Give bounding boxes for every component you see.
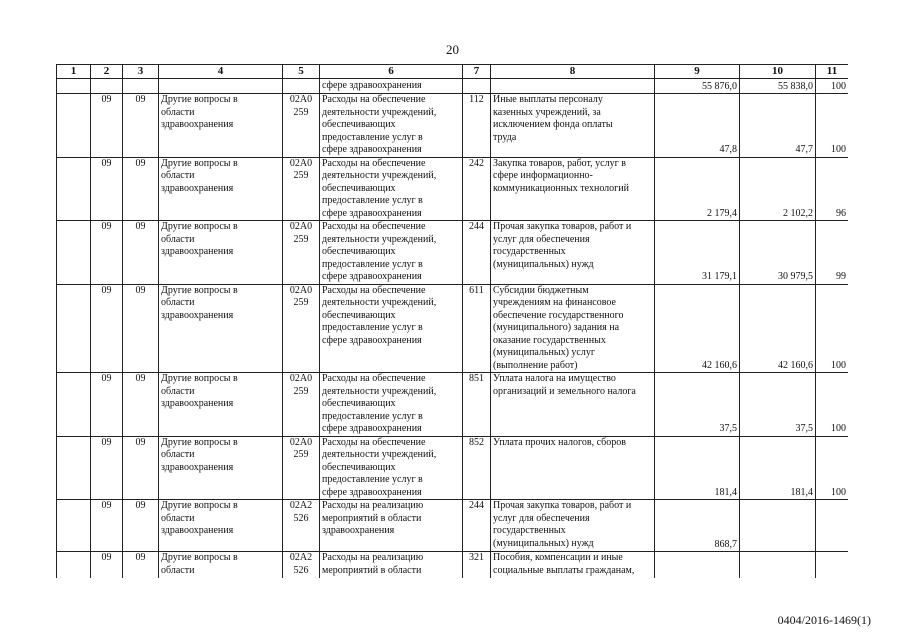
cell-c8 <box>491 373 655 437</box>
text-line: обеспечивающих <box>322 309 396 321</box>
cell-c1 <box>57 284 91 373</box>
text-line: 259 <box>293 233 309 245</box>
column-header-6: 6 <box>320 65 463 79</box>
table-container <box>56 64 848 578</box>
text-line: обеспечение государственного <box>493 309 624 321</box>
cell-c6 <box>320 552 463 579</box>
cell-c5 <box>283 221 320 285</box>
text-line: оказание государственных <box>493 334 606 346</box>
cell-c7: 242 <box>463 157 491 221</box>
cell-c2: 09 <box>91 373 123 437</box>
cell-c1 <box>57 436 91 500</box>
table-body <box>57 79 849 579</box>
cell-c4 <box>159 373 283 437</box>
cell-c5 <box>283 500 320 552</box>
cell-c4 <box>159 436 283 500</box>
cell-c9: 868,7 <box>655 500 740 552</box>
cell-c1 <box>57 94 91 158</box>
text-line: услуг для обеспечения <box>493 233 590 245</box>
cell-c5 <box>283 552 320 579</box>
text-line: деятельности учреждений, <box>322 106 437 118</box>
text-line: Расходы на обеспечение <box>322 157 426 169</box>
cell-c8 <box>491 500 655 552</box>
cell-c10: 37,5 <box>740 373 816 437</box>
text-line: здравоохранения <box>161 525 234 536</box>
text-line: 259 <box>293 106 309 118</box>
cell-c10: 55 838,0 <box>740 79 816 94</box>
text-line: области <box>161 564 195 576</box>
cell-c6 <box>320 436 463 500</box>
text-line: здравоохранения <box>161 309 234 321</box>
cell-c5 <box>283 157 320 221</box>
cell-c2: 09 <box>91 436 123 500</box>
column-header-4: 4 <box>159 65 283 79</box>
text-line: обеспечивающих <box>322 182 396 194</box>
text-line: сфере здравоохранения <box>322 423 422 434</box>
text-line: учреждениям на финансовое <box>493 297 616 308</box>
text-line: Иные выплаты персоналу <box>493 94 603 105</box>
text-line: Пособия, компенсации и иные <box>493 552 623 563</box>
cell-c4 <box>159 79 283 94</box>
cell-c6: сфере здравоохранения <box>320 79 463 94</box>
cell-c8 <box>491 552 655 579</box>
cell-c9: 31 179,1 <box>655 221 740 285</box>
cell-c10 <box>740 552 816 579</box>
text-line: области <box>161 449 195 460</box>
column-header-7: 7 <box>463 65 491 79</box>
cell-c9: 47,8 <box>655 94 740 158</box>
text-line: здравоохранения <box>161 246 234 257</box>
cell-c7: 611 <box>463 284 491 373</box>
cell-c8 <box>491 221 655 285</box>
text-line: государственных <box>493 525 566 536</box>
cell-c6 <box>320 221 463 285</box>
text-line: Прочая закупка товаров, работ и <box>493 221 632 232</box>
text-line: (муниципального) задания на <box>493 322 620 333</box>
text-line: обеспечивающих <box>322 246 396 257</box>
text-line: здравоохранения <box>161 398 234 409</box>
table-row <box>57 79 849 94</box>
text-line: организаций и земельного налога <box>493 385 636 397</box>
text-line: области <box>161 170 195 181</box>
cell-c11: 100 <box>816 436 849 500</box>
text-line: предоставление услуг в <box>322 195 423 206</box>
text-line: социальные выплаты гражданам, <box>493 564 635 576</box>
cell-c10 <box>740 500 816 552</box>
text-line: сфере здравоохранения <box>322 144 422 155</box>
text-line: 259 <box>293 385 309 397</box>
cell-c3: 09 <box>123 552 159 579</box>
text-line: 526 <box>293 512 309 524</box>
text-line: Другие вопросы в <box>161 94 238 105</box>
text-line: (выполнение работ) <box>493 359 578 371</box>
budget-table <box>56 64 848 578</box>
text-line: Прочая закупка товаров, работ и <box>493 500 632 511</box>
cell-c3: 09 <box>123 157 159 221</box>
cell-c3: 09 <box>123 436 159 500</box>
text-line: казенных учреждений, за <box>493 106 601 118</box>
cell-c1 <box>57 373 91 437</box>
cell-c11: 100 <box>816 94 849 158</box>
text-line: Расходы на реализацию <box>322 500 424 511</box>
text-line: деятельности учреждений, <box>322 449 437 460</box>
document-code: 0404/2016-1469(1) <box>777 613 871 627</box>
table-row <box>57 94 849 158</box>
text-line: обеспечивающих <box>322 119 396 130</box>
cell-c7: 112 <box>463 94 491 158</box>
text-line: 02А2 <box>289 552 313 563</box>
cell-c1 <box>57 79 91 94</box>
column-header-1: 1 <box>57 65 91 79</box>
text-line: (муниципальных) услуг <box>493 347 595 358</box>
cell-c3 <box>123 79 159 94</box>
page-number: 20 <box>446 42 459 57</box>
table-row <box>57 284 849 373</box>
column-header-10: 10 <box>740 65 816 79</box>
cell-c5 <box>283 436 320 500</box>
header-row <box>57 65 849 79</box>
text-line: области <box>161 297 195 308</box>
cell-c9: 2 179,4 <box>655 157 740 221</box>
cell-c10: 181,4 <box>740 436 816 500</box>
cell-c8 <box>491 436 655 500</box>
cell-c5 <box>283 284 320 373</box>
text-line: (муниципальных) нужд <box>493 258 594 270</box>
text-line: обеспечивающих <box>322 398 396 409</box>
cell-c4 <box>159 157 283 221</box>
text-line: Субсидии бюджетным <box>493 284 589 296</box>
cell-c2: 09 <box>91 552 123 579</box>
cell-c5 <box>283 79 320 94</box>
text-line: здравоохранения <box>161 119 234 130</box>
text-line: Другие вопросы в <box>161 284 238 296</box>
text-line: деятельности учреждений, <box>322 170 437 181</box>
cell-c4 <box>159 552 283 579</box>
cell-c3: 09 <box>123 500 159 552</box>
text-line: предоставление услуг в <box>322 474 423 485</box>
text-line: 259 <box>293 297 309 308</box>
cell-c8 <box>491 157 655 221</box>
cell-c11 <box>816 552 849 579</box>
column-header-9: 9 <box>655 65 740 79</box>
text-line: мероприятий в области <box>322 512 422 524</box>
cell-c2: 09 <box>91 221 123 285</box>
text-line: Другие вопросы в <box>161 552 238 563</box>
cell-c4 <box>159 221 283 285</box>
column-header-5: 5 <box>283 65 320 79</box>
cell-c8 <box>491 284 655 373</box>
cell-c8 <box>491 79 655 94</box>
column-header-3: 3 <box>123 65 159 79</box>
text-line: деятельности учреждений, <box>322 385 437 397</box>
cell-c11: 100 <box>816 373 849 437</box>
cell-c7 <box>463 79 491 94</box>
column-header-8: 8 <box>491 65 655 79</box>
text-line: Расходы на реализацию <box>322 552 424 563</box>
cell-c4 <box>159 500 283 552</box>
text-line: 02А0 <box>289 284 313 296</box>
text-line: исключением фонда оплаты <box>493 119 613 130</box>
text-line: (муниципальных) нужд <box>493 537 594 549</box>
cell-c2: 09 <box>91 94 123 158</box>
table-row <box>57 500 849 552</box>
text-line: мероприятий в области <box>322 564 422 576</box>
cell-c11: 99 <box>816 221 849 285</box>
cell-c1 <box>57 500 91 552</box>
text-line: области <box>161 233 195 245</box>
cell-c7: 852 <box>463 436 491 500</box>
cell-c10: 42 160,6 <box>740 284 816 373</box>
text-line: предоставление услуг в <box>322 131 423 143</box>
cell-c9: 181,4 <box>655 436 740 500</box>
text-line: Закупка товаров, работ, услуг в <box>493 157 626 169</box>
cell-c10: 47,7 <box>740 94 816 158</box>
text-line: обеспечивающих <box>322 461 396 473</box>
cell-c11: 100 <box>816 284 849 373</box>
cell-c11 <box>816 500 849 552</box>
text-line: 02А0 <box>289 221 313 232</box>
text-line: 02А2 <box>289 500 313 511</box>
text-line: Другие вопросы в <box>161 221 238 232</box>
text-line: Расходы на обеспечение <box>322 284 426 296</box>
text-line: 526 <box>293 564 309 576</box>
cell-c7: 321 <box>463 552 491 579</box>
cell-c3: 09 <box>123 373 159 437</box>
cell-c5 <box>283 94 320 158</box>
cell-c2 <box>91 79 123 94</box>
cell-c10: 2 102,2 <box>740 157 816 221</box>
cell-c2: 09 <box>91 157 123 221</box>
text-line: сфере здравоохранения <box>322 334 422 346</box>
cell-c8 <box>491 94 655 158</box>
text-line: деятельности учреждений, <box>322 233 437 245</box>
text-line: предоставление услуг в <box>322 258 423 270</box>
cell-c6 <box>320 284 463 373</box>
cell-c9: 42 160,6 <box>655 284 740 373</box>
column-header-11: 11 <box>816 65 849 79</box>
text-line: Расходы на обеспечение <box>322 436 426 448</box>
cell-c3: 09 <box>123 284 159 373</box>
table-row <box>57 373 849 437</box>
text-line: услуг для обеспечения <box>493 512 590 524</box>
text-line: сфере здравоохранения <box>322 271 422 282</box>
text-line: Другие вопросы в <box>161 373 238 384</box>
cell-c6 <box>320 373 463 437</box>
cell-c9: 55 876,0 <box>655 79 740 94</box>
text-line: 02А0 <box>289 373 313 384</box>
text-line: Расходы на обеспечение <box>322 221 426 232</box>
cell-c9 <box>655 552 740 579</box>
text-line: Уплата прочих налогов, сборов <box>493 436 626 448</box>
text-line: Уплата налога на имущество <box>493 373 616 384</box>
text-line: 259 <box>293 170 309 181</box>
cell-c4 <box>159 284 283 373</box>
cell-c3: 09 <box>123 94 159 158</box>
text-line: сфере здравоохранения <box>322 486 422 498</box>
text-line: государственных <box>493 246 566 257</box>
cell-c1 <box>57 552 91 579</box>
text-line: труда <box>493 131 517 143</box>
text-line: здравоохранения <box>322 525 395 536</box>
table-row <box>57 221 849 285</box>
text-line: здравоохранения <box>161 182 234 194</box>
cell-c2: 09 <box>91 284 123 373</box>
text-line: Другие вопросы в <box>161 500 238 511</box>
cell-c6 <box>320 94 463 158</box>
cell-c7: 244 <box>463 500 491 552</box>
cell-c5 <box>283 373 320 437</box>
table-row <box>57 157 849 221</box>
text-line: области <box>161 512 195 524</box>
cell-c6 <box>320 157 463 221</box>
cell-c7: 244 <box>463 221 491 285</box>
text-line: 02А0 <box>289 157 313 169</box>
text-line: сфере информационно- <box>493 170 593 181</box>
text-line: 259 <box>293 449 309 460</box>
cell-c11: 100 <box>816 79 849 94</box>
text-line: здравоохранения <box>161 461 234 473</box>
text-line: Расходы на обеспечение <box>322 373 426 384</box>
text-line: коммуникационных технологий <box>493 182 629 194</box>
cell-c1 <box>57 221 91 285</box>
text-line: Другие вопросы в <box>161 436 238 448</box>
text-line: Расходы на обеспечение <box>322 94 426 105</box>
text-line: Другие вопросы в <box>161 157 238 169</box>
cell-c10: 30 979,5 <box>740 221 816 285</box>
cell-c4 <box>159 94 283 158</box>
cell-c6 <box>320 500 463 552</box>
cell-c2: 09 <box>91 500 123 552</box>
cell-c9: 37,5 <box>655 373 740 437</box>
text-line: области <box>161 106 195 118</box>
column-header-2: 2 <box>91 65 123 79</box>
text-line: предоставление услуг в <box>322 410 423 422</box>
cell-c3: 09 <box>123 221 159 285</box>
cell-c7: 851 <box>463 373 491 437</box>
cell-c1 <box>57 157 91 221</box>
cell-c11: 96 <box>816 157 849 221</box>
text-line: предоставление услуг в <box>322 322 423 333</box>
table-row <box>57 552 849 579</box>
text-line: деятельности учреждений, <box>322 297 437 308</box>
text-line: области <box>161 385 195 397</box>
text-line: 02А0 <box>289 436 313 448</box>
text-line: сфере здравоохранения <box>322 207 422 219</box>
table-row <box>57 436 849 500</box>
text-line: 02А0 <box>289 94 313 105</box>
